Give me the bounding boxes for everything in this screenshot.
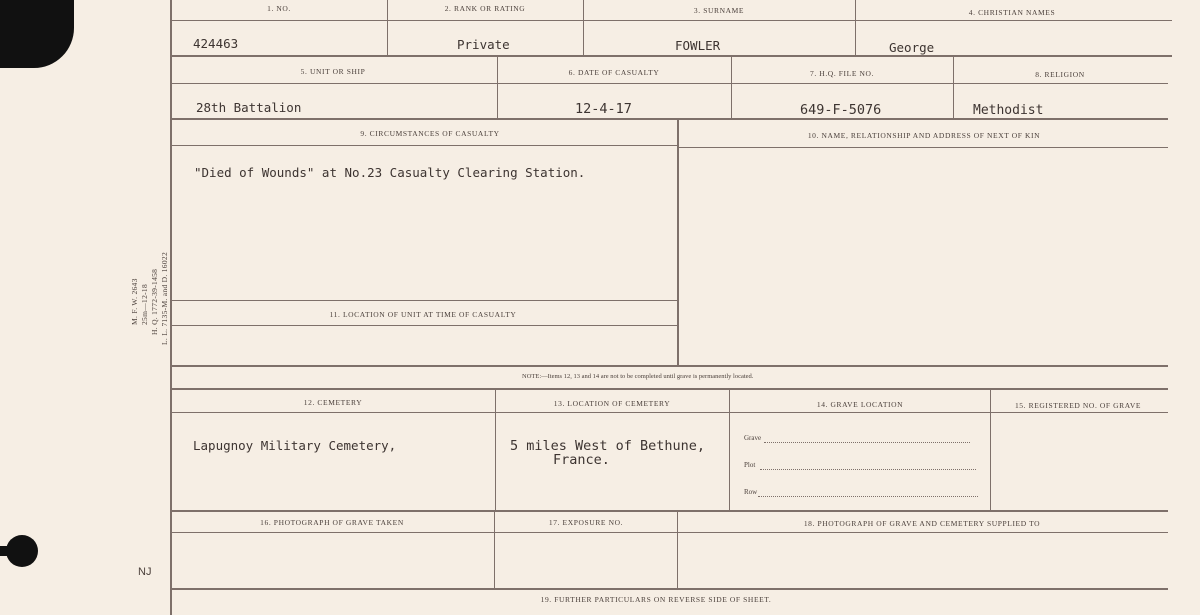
label-grave-location: 14. GRAVE LOCATION [816, 400, 904, 409]
binding-hole-top [0, 0, 74, 68]
row2-divider-3 [953, 57, 954, 118]
row3-location-top-rule [172, 300, 677, 301]
footer-further-particulars: 19. FURTHER PARTICULARS ON REVERSE SIDE OF SHEET. [540, 595, 772, 604]
value-location-line1: 5 miles West of Bethune, [510, 438, 706, 454]
row5-top-rule [172, 510, 1168, 512]
label-plot: Plot [744, 461, 756, 469]
label-exposure-no: 17. EXPOSURE NO. [548, 518, 624, 527]
label-circumstances: 9. CIRCUMSTANCES OF CASUALTY [360, 129, 500, 138]
label-row: Row [744, 488, 758, 496]
row3-label-rule-right [679, 147, 1168, 148]
value-hq-file: 649-F-5076 [800, 102, 882, 118]
label-hq-file: 7. H.Q. FILE NO. [810, 69, 874, 78]
value-circumstances: "Died of Wounds" at No.23 Casualty Clearing Station. [194, 165, 586, 180]
form-print-code-2: 25m—12-18 [140, 283, 149, 325]
label-surname: 3. SURNAME [693, 6, 745, 15]
label-number: 1. NO. [267, 4, 291, 13]
label-location-of-cemetery: 13. LOCATION OF CEMETERY [553, 399, 671, 408]
label-location-of-unit: 11. LOCATION OF UNIT AT TIME OF CASUALTY [329, 310, 517, 319]
row5-divider-2 [677, 512, 678, 588]
label-cemetery: 12. CEMETERY [303, 398, 363, 407]
label-photograph-supplied: 18. PHOTOGRAPH OF GRAVE AND CEMETERY SUPPLIED TO [803, 519, 1041, 528]
value-surname: FOWLER [675, 38, 721, 53]
footer-top-rule [172, 588, 1168, 590]
form-print-code-1: M. F. W. 2643 [130, 278, 139, 325]
value-unit: 28th Battalion [196, 100, 302, 115]
value-cemetery: Lapugnoy Military Cemetery, [193, 438, 397, 453]
row4-divider-2 [729, 390, 730, 510]
grave-dotted-line [764, 442, 970, 443]
row5-label-rule [172, 532, 1168, 533]
binding-hole-bottom-tab [0, 546, 14, 556]
row1-divider-2 [583, 0, 584, 55]
form-left-border [170, 0, 172, 615]
row4-divider-1 [495, 390, 496, 510]
row4-divider-3 [990, 390, 991, 510]
row4-label-rule [172, 412, 1168, 413]
initials: NJ [138, 566, 152, 578]
note-top-rule [172, 365, 1168, 367]
row2-bottom-rule [172, 118, 1168, 120]
row1-label-rule [172, 20, 1172, 21]
label-christian-names: 4. CHRISTIAN NAMES [968, 8, 1056, 17]
label-photograph-taken: 16. PHOTOGRAPH OF GRAVE TAKEN [260, 518, 404, 527]
plot-dotted-line [760, 469, 976, 470]
value-number: 424463 [193, 36, 239, 51]
row1-bottom-rule [172, 55, 1172, 57]
row3-location-label-rule [172, 325, 677, 326]
label-date-of-casualty: 6. DATE OF CASUALTY [568, 68, 660, 77]
row1-divider-1 [387, 0, 388, 55]
row1-divider-3 [855, 0, 856, 55]
row2-divider-2 [731, 57, 732, 118]
row5-divider-1 [494, 512, 495, 588]
label-unit: 5. UNIT OR SHIP [300, 67, 366, 76]
label-next-of-kin: 10. NAME, RELATIONSHIP AND ADDRESS OF NEXT OF KIN [807, 131, 1041, 140]
value-location-line2: France. [553, 452, 610, 468]
row2-divider-1 [497, 57, 498, 118]
form-print-code-3: H. Q. 1772-39-1458 [150, 268, 159, 335]
label-registered-no: 15. REGISTERED NO. OF GRAVE [1014, 401, 1142, 410]
value-date-of-casualty: 12-4-17 [575, 101, 632, 117]
note-bottom-rule [172, 388, 1168, 390]
form-print-code-4: L. L. 7135-M. and D. 16022 [160, 252, 169, 345]
value-christian-names: George [889, 40, 935, 55]
value-rank: Private [457, 37, 510, 52]
label-grave: Grave [744, 434, 762, 442]
value-religion: Methodist [973, 103, 1044, 118]
label-rank: 2. RANK OR RATING [444, 4, 526, 13]
note-text: NOTE:—Items 12, 13 and 14 are not to be completed until grave is permanently located. [522, 373, 754, 380]
row2-label-rule [172, 83, 1168, 84]
label-religion: 8. RELIGION [1035, 70, 1085, 79]
row-dotted-line [758, 496, 978, 497]
row3-label-rule-left [172, 145, 677, 146]
row3-divider [677, 120, 679, 365]
